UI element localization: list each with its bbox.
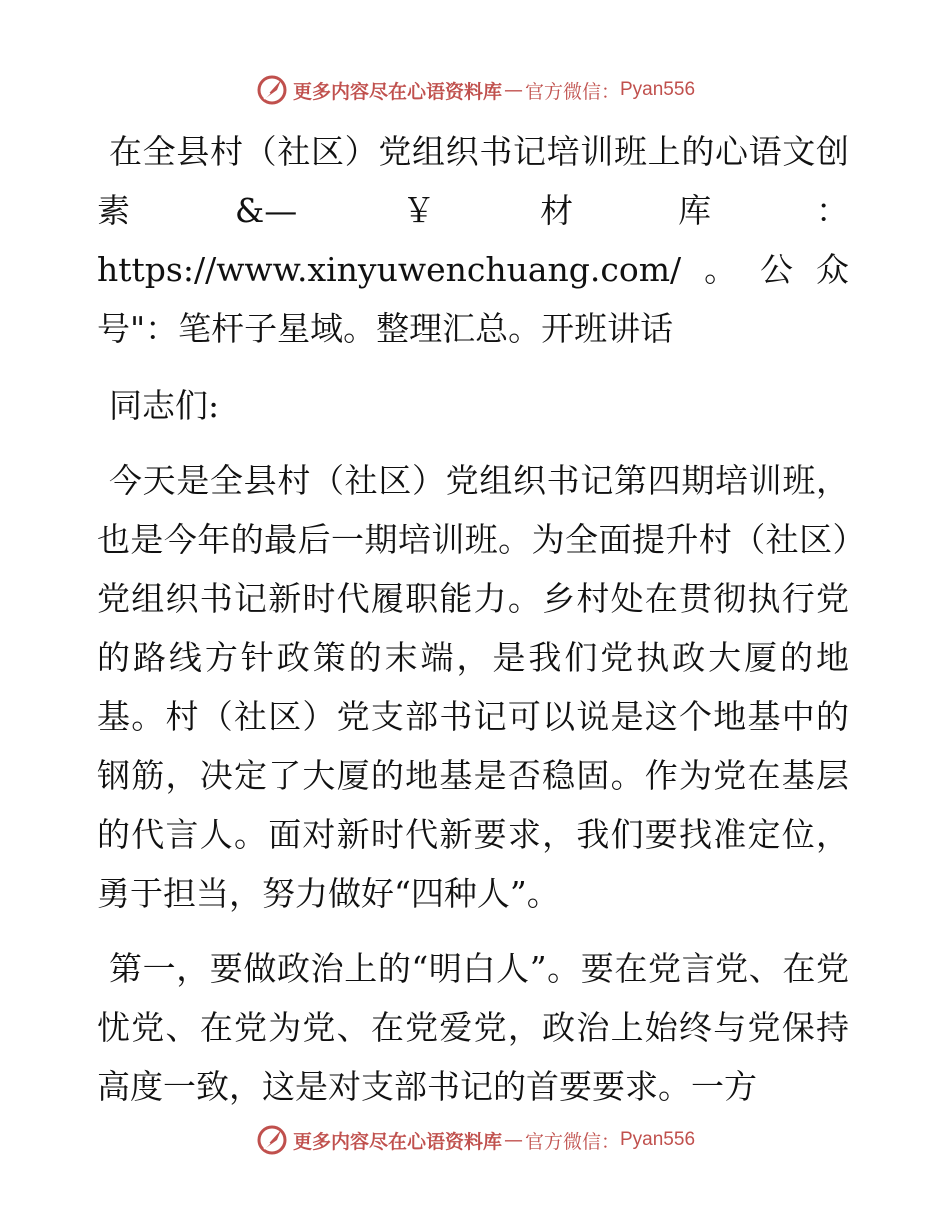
banner-text: 更多内容尽在心语资料库	[292, 80, 502, 103]
paragraph-first-point: 第一，要做政治上的“明白人”。要在党言党、在党忧党、在党为党、在党爱党，政治上始终与党保持高度一致，这是对支部书记的首要要求。一方	[97, 949, 849, 1106]
banner-wechat-id: Pyan556	[620, 79, 696, 100]
paragraph-intro: 今天是全县村（社区）党组织书记第四期培训班，也是今年的最后一期培训班。为全面提升村（社区）党组织书记新时代履职能力。乡村处在贯彻执行党的路线方针政策的末端，是我们党执政大厦的地基。村（社区）党支部书记可以说是这个地基中的钢筋，决定了大厦的地基是否稳固。作为党在基层的代言人。面对新时代新要求，我们要找准定位，勇于担当，努力做好“四种人”。	[97, 461, 849, 913]
paragraph-salutation: 同志们:	[109, 386, 220, 425]
quill-pen-icon	[255, 1123, 289, 1157]
document-title: 在全县村（社区）党组织书记培训班上的心语文创素&—￥材库：https://www.xinyuwenchuang.com/。公众号"：笔杆子星域。整理汇总。开班讲话	[97, 132, 849, 348]
banner-wechat-label: 官方微信：	[524, 1130, 620, 1153]
banner-wechat-id: Pyan556	[620, 1129, 696, 1150]
footer-watermark-banner	[0, 1120, 950, 1160]
banner-wechat-label: 官方微信：	[524, 80, 620, 103]
banner-separator: —	[503, 1129, 523, 1151]
quill-pen-icon	[255, 73, 289, 107]
banner-separator: —	[503, 79, 523, 101]
document-body	[97, 122, 849, 1132]
header-watermark-banner	[0, 70, 950, 110]
banner-text: 更多内容尽在心语资料库	[292, 1130, 502, 1153]
